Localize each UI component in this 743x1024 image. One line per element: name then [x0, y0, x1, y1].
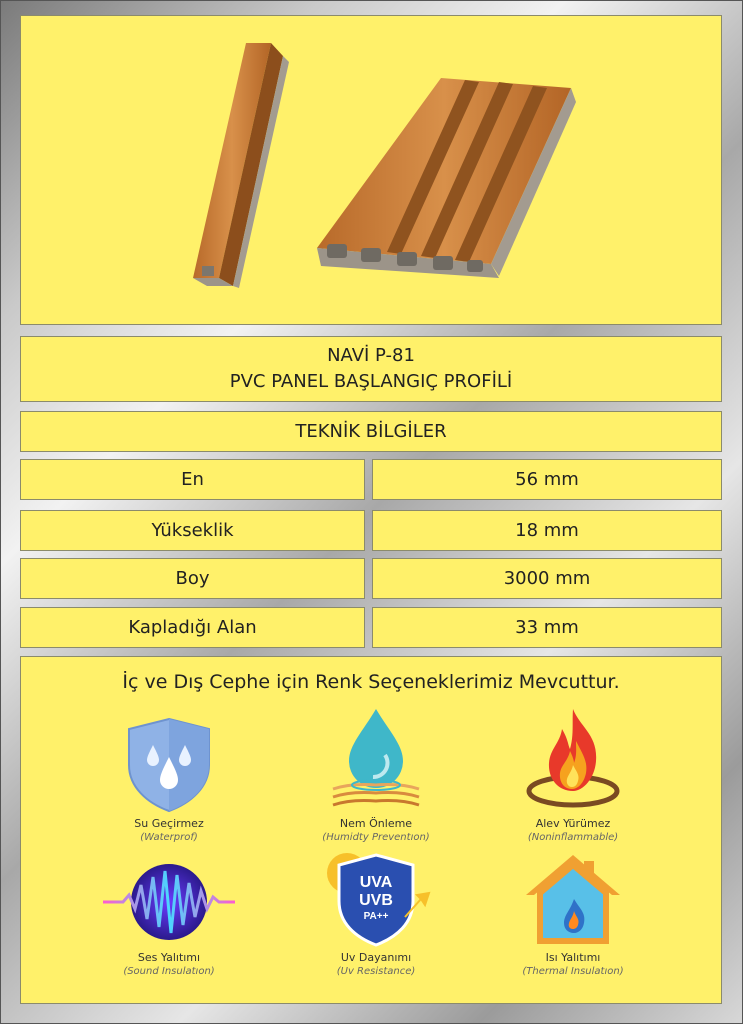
- uv-badge-line1: UVA: [359, 874, 393, 891]
- shield-water-drops-icon: [119, 715, 219, 813]
- feature-sub-noninflammable: (Noninflammable): [527, 832, 619, 843]
- spec-label-length: Boy: [20, 558, 365, 599]
- spec-label-height: Yükseklik: [20, 510, 365, 551]
- spec-value-length: 3000 mm: [372, 558, 722, 599]
- water-drop-icon: [321, 705, 431, 813]
- feature-sub-thermal: (Thermal Insulatıon): [522, 966, 624, 977]
- spec-value-coverage: 33 mm: [372, 607, 722, 648]
- spec-label-width: En: [20, 459, 365, 500]
- house-heat-icon: [518, 847, 628, 947]
- feature-waterproof: [69, 715, 269, 843]
- uv-shield-icon: [321, 847, 431, 947]
- spec-value-width: 56 mm: [372, 459, 722, 500]
- uv-badge-line2: UVB: [359, 892, 393, 909]
- feature-uv-resistance: [276, 847, 476, 977]
- product-title-box: [20, 336, 722, 402]
- features-panel: [20, 656, 722, 1004]
- spec-value-height: 18 mm: [372, 510, 722, 551]
- flame-icon: [518, 705, 628, 813]
- feature-noninflammable: [473, 705, 673, 843]
- feature-sub-sound: (Sound Insulatıon): [123, 966, 215, 977]
- uv-badge-line3: PA++: [363, 911, 389, 922]
- panel-profile-image: [317, 78, 576, 278]
- features-heading: İç ve Dış Cephe için Renk Seçeneklerimiz Mevcuttur.: [122, 671, 620, 693]
- feature-thermal-insulation: [473, 847, 673, 977]
- starter-profile-image: [193, 43, 289, 288]
- feature-sub-uv: (Uv Resistance): [336, 966, 416, 977]
- feature-sub-waterproof: (Waterprof): [140, 832, 198, 843]
- feature-sound-insulation: [69, 857, 269, 977]
- product-illustration: [21, 16, 721, 324]
- feature-label-waterproof: Su Geçirmez: [134, 817, 204, 830]
- product-name: PVC PANEL BAŞLANGIÇ PROFİLİ: [229, 371, 513, 392]
- feature-label-thermal: Isı Yalıtımı: [545, 951, 601, 964]
- feature-sub-humidity: (Humidty Preventıon): [322, 832, 430, 843]
- feature-label-sound: Ses Yalıtımı: [137, 951, 201, 964]
- sound-wave-icon: [99, 857, 239, 947]
- feature-humidity: [276, 705, 476, 843]
- spec-label-coverage: Kapladığı Alan: [20, 607, 365, 648]
- product-image-panel: [20, 15, 722, 325]
- product-code: NAVİ P-81: [327, 345, 415, 366]
- specs-heading: TEKNİK BİLGİLER: [20, 411, 722, 452]
- feature-label-noninflammable: Alev Yürümez: [535, 817, 611, 830]
- feature-label-humidity: Nem Önleme: [339, 817, 413, 830]
- feature-label-uv: Uv Dayanımı: [340, 951, 412, 964]
